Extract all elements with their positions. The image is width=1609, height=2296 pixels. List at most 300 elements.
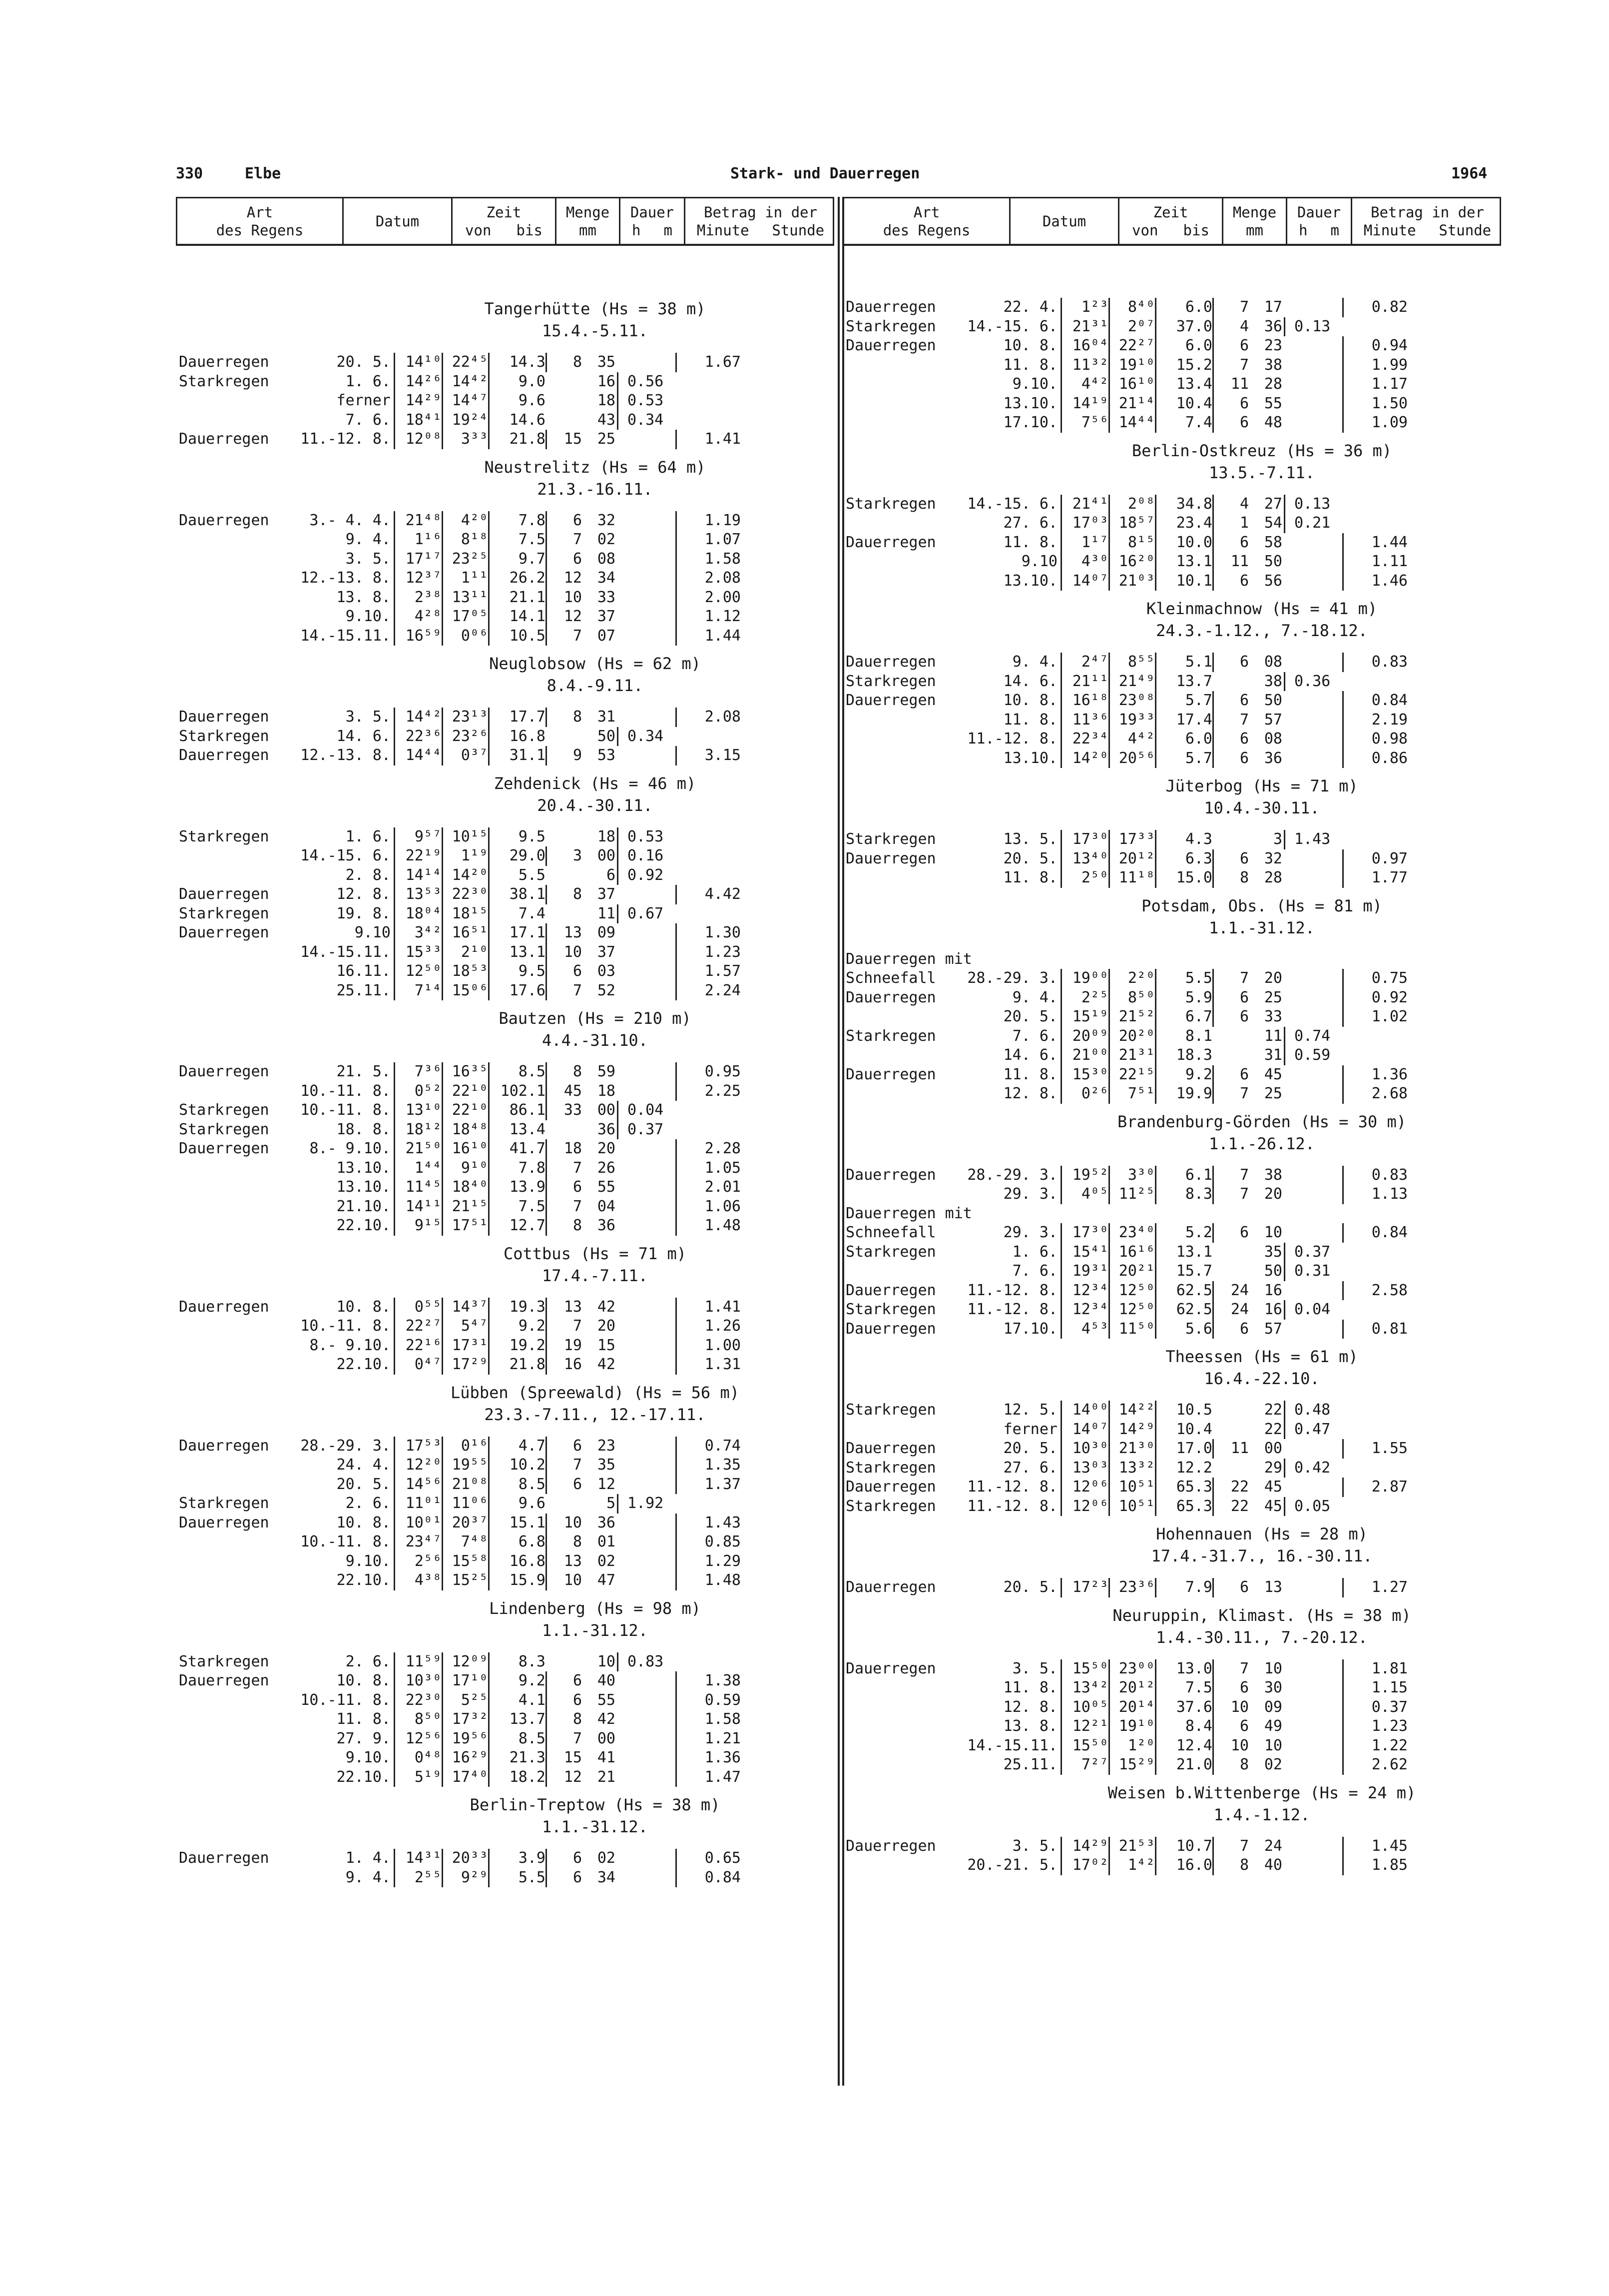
table-row (176, 627, 834, 646)
time-to-cell: 23⁰⁰ (1108, 1659, 1155, 1679)
amount-mm-cell: 31.1 (488, 746, 545, 765)
duration-hours-cell: 15 (545, 430, 582, 449)
rate-per-minute-cell: 0.74 (1284, 1027, 1340, 1046)
duration-hours-cell: 6 (1212, 653, 1249, 672)
duration-hours-cell: 7 (1212, 1084, 1249, 1104)
duration-minutes-cell: 31 (597, 708, 615, 726)
station-section (176, 1243, 834, 1375)
time-from-cell: 2⁵⁵ (394, 1868, 442, 1888)
table-row (176, 981, 834, 1001)
table-row (176, 827, 834, 847)
rain-type-cell: Dauerregen (179, 708, 269, 726)
time-from-cell: 14²⁹ (1061, 1837, 1108, 1856)
date-cell: 9.10 (354, 924, 391, 941)
time-to-cell: 17⁵¹ (442, 1216, 488, 1236)
table-row (843, 514, 1501, 533)
duration-minutes-cell: 26 (597, 1159, 615, 1177)
time-from-cell: 11³² (1061, 356, 1108, 375)
time-to-cell: 10⁵¹ (1108, 1478, 1155, 1497)
time-from-cell: 5¹⁹ (394, 1768, 442, 1787)
time-from-cell: 10³⁰ (1061, 1439, 1108, 1459)
duration-hours-cell: 6 (1212, 1065, 1249, 1085)
date-cell: 11.-12. 8. (967, 1478, 1058, 1496)
duration-hours-cell: 8 (545, 1532, 582, 1552)
table-row (843, 394, 1501, 414)
rate-per-hour-cell: 1.11 (1342, 552, 1408, 572)
date-cell: 28.-29. 3. (967, 1166, 1058, 1184)
date-cell: 13. 8. (336, 588, 391, 606)
rain-type-cell: Dauerregen (846, 653, 936, 671)
duration-hours-cell: 10 (1212, 1698, 1249, 1717)
rain-type-cell: Starkregen (179, 1652, 269, 1670)
duration-minutes-cell: 38 (1264, 672, 1282, 690)
time-to-cell: 19⁵⁶ (442, 1729, 488, 1749)
amount-mm-cell: 6.1 (1155, 1166, 1212, 1185)
table-row (176, 962, 834, 981)
table-row (176, 1336, 834, 1356)
duration-minutes-cell: 25 (1264, 1085, 1282, 1102)
rate-per-minute-cell: 0.13 (1284, 495, 1340, 514)
date-cell: 20. 5. (336, 1475, 391, 1493)
time-from-cell: 10⁰¹ (394, 1514, 442, 1533)
table-row (176, 1571, 834, 1590)
time-from-cell: 16⁰⁴ (1061, 336, 1108, 356)
time-from-cell: 11³⁶ (1061, 711, 1108, 730)
page-year: 1964 (1451, 165, 1488, 182)
time-from-cell: 15⁵⁰ (1061, 1659, 1108, 1679)
rain-type-cell: Schneefall (846, 969, 936, 987)
rate-per-hour-cell: 1.17 (1342, 375, 1408, 394)
rate-per-minute-cell: 0.13 (1284, 317, 1340, 337)
time-from-cell: 15³⁰ (1061, 1065, 1108, 1085)
time-from-cell: 1¹⁷ (1061, 533, 1108, 553)
time-to-cell: 23³⁶ (1108, 1578, 1155, 1597)
observation-period: 17.4.-7.11. (542, 1266, 648, 1285)
time-to-cell: 20⁵⁶ (1108, 749, 1155, 768)
rate-per-hour-cell: 0.83 (1342, 1166, 1408, 1185)
amount-mm-cell: 8.5 (488, 1062, 545, 1082)
duration-minutes-cell: 17 (1264, 298, 1282, 316)
header-zeit: Zeit von bis (1118, 198, 1222, 244)
duration-minutes-cell: 58 (1264, 533, 1282, 551)
duration-hours-cell: 6 (1212, 1007, 1249, 1027)
time-to-cell: 21⁵³ (1108, 1837, 1155, 1856)
date-cell: 3. 5. (345, 708, 391, 726)
rate-per-minute-cell: 0.04 (1284, 1300, 1340, 1320)
table-row (176, 1868, 834, 1888)
duration-minutes-cell: 37 (597, 943, 615, 961)
table-row (176, 411, 834, 430)
rain-type-cell: Dauerregen (846, 1837, 936, 1855)
rain-type-cell: Dauerregen (846, 298, 936, 316)
time-to-cell: 16²⁰ (1108, 552, 1155, 572)
duration-minutes-cell: 02 (597, 1849, 615, 1867)
duration-hours-cell: 6 (1212, 572, 1249, 591)
station-section (843, 598, 1501, 768)
amount-mm-cell: 7.5 (488, 1197, 545, 1217)
time-to-cell: 3³³ (442, 430, 488, 449)
table-row (843, 1084, 1501, 1104)
rate-per-hour-cell: 1.81 (1342, 1659, 1408, 1679)
date-cell: 11.-12. 8. (967, 730, 1058, 748)
rate-per-hour-cell: 1.41 (675, 430, 741, 449)
duration-hours-cell: 12 (545, 1768, 582, 1787)
time-to-cell: 13³² (1108, 1459, 1155, 1478)
duration-hours-cell: 8 (1212, 868, 1249, 888)
observation-period: 1.1.-26.12. (1209, 1134, 1315, 1153)
duration-hours-cell: 9 (545, 746, 582, 765)
table-row (843, 1439, 1501, 1459)
duration-minutes-cell: 52 (597, 981, 615, 999)
rain-type-cell: Starkregen (846, 1027, 936, 1045)
duration-minutes-cell: 57 (1264, 711, 1282, 729)
date-cell: 14. 6. (1003, 1046, 1058, 1064)
duration-hours-cell: 7 (1212, 1837, 1249, 1856)
time-to-cell: 20³³ (442, 1849, 488, 1868)
time-from-cell: 15⁴¹ (1061, 1243, 1108, 1262)
time-from-cell: 4⁴² (1061, 375, 1108, 394)
time-to-cell: 20¹² (1108, 1678, 1155, 1698)
station-section (843, 298, 1501, 433)
date-cell: 22.10. (336, 1571, 391, 1589)
amount-mm-cell: 17.7 (488, 708, 545, 727)
duration-hours-cell: 6 (545, 550, 582, 569)
duration-minutes-cell: 32 (1264, 849, 1282, 867)
duration-minutes-cell: 34 (597, 569, 615, 587)
amount-mm-cell: 15.2 (1155, 356, 1212, 375)
duration-hours-cell: 3 (545, 846, 582, 866)
time-to-cell: 18⁴⁸ (442, 1120, 488, 1140)
date-cell: 14.-15.11. (967, 1736, 1058, 1754)
table-row (176, 904, 834, 924)
duration-minutes-cell: 54 (1264, 514, 1282, 532)
observation-period: 1.4.-1.12. (1213, 1805, 1310, 1824)
time-from-cell: 14¹⁴ (394, 866, 442, 885)
time-from-cell: 14⁵⁶ (394, 1475, 442, 1495)
amount-mm-cell: 21.8 (488, 430, 545, 449)
duration-minutes-cell: 36 (597, 1120, 615, 1138)
date-cell: ferner (1003, 1420, 1058, 1438)
time-to-cell: 15⁵⁸ (442, 1552, 488, 1571)
rain-type-cell: Starkregen (179, 904, 269, 922)
table-row (843, 672, 1501, 692)
date-cell: ferner (336, 392, 391, 409)
station-section (843, 1523, 1501, 1597)
table-row (843, 1166, 1501, 1185)
time-from-cell: 0⁴⁸ (394, 1748, 442, 1768)
table-row (843, 356, 1501, 375)
duration-hours-cell: 11 (1212, 375, 1249, 394)
duration-minutes-cell: 22 (1264, 1420, 1282, 1438)
duration-minutes-cell: 47 (597, 1571, 615, 1589)
time-from-cell: 13⁴⁰ (1061, 849, 1108, 869)
table-row (843, 1698, 1501, 1717)
time-to-cell: 11¹⁸ (1108, 868, 1155, 888)
time-to-cell: 11²⁵ (1108, 1185, 1155, 1204)
time-to-cell: 3³⁰ (1108, 1166, 1155, 1185)
rate-per-hour-cell: 1.07 (675, 530, 741, 550)
rate-per-hour-cell: 2.01 (675, 1178, 741, 1197)
date-cell: 28.-29. 3. (300, 1437, 391, 1455)
amount-mm-cell: 10.1 (1155, 572, 1212, 591)
duration-hours-cell: 7 (545, 627, 582, 646)
time-to-cell: 16¹⁶ (1108, 1243, 1155, 1262)
table-row (176, 1532, 834, 1552)
rate-per-hour-cell: 2.58 (1342, 1281, 1408, 1301)
station-name: Berlin-Ostkreuz (Hs = 36 m) (1131, 441, 1392, 460)
time-to-cell: 21⁰⁸ (442, 1475, 488, 1495)
duration-minutes-cell: 29 (1264, 1459, 1282, 1477)
rate-per-hour-cell: 1.27 (1342, 1578, 1408, 1597)
amount-mm-cell: 17.4 (1155, 711, 1212, 730)
duration-minutes-cell: 30 (1264, 1679, 1282, 1696)
rate-per-hour-cell: 1.36 (1342, 1065, 1408, 1085)
table-row (176, 1710, 834, 1729)
duration-minutes-cell: 23 (597, 1437, 615, 1455)
amount-mm-cell: 6.8 (488, 1532, 545, 1552)
time-to-cell: 20²¹ (1108, 1262, 1155, 1281)
duration-minutes-cell: 18 (597, 392, 615, 409)
duration-minutes-cell: 16 (597, 372, 615, 390)
duration-minutes-cell: 02 (1264, 1756, 1282, 1773)
rate-per-hour-cell: 1.45 (1342, 1837, 1408, 1856)
date-cell: 10.-11. 8. (300, 1082, 391, 1100)
table-row (843, 1401, 1501, 1420)
amount-mm-cell: 34.8 (1155, 495, 1212, 514)
time-from-cell: 17³⁰ (1061, 830, 1108, 849)
amount-mm-cell: 10.5 (1155, 1401, 1212, 1420)
duration-hours-cell: 13 (545, 923, 582, 943)
duration-hours-cell: 6 (1212, 730, 1249, 749)
duration-minutes-cell: 18 (597, 1082, 615, 1100)
time-to-cell: 23²⁶ (442, 727, 488, 747)
amount-mm-cell: 16.8 (488, 727, 545, 747)
time-to-cell: 18⁵³ (442, 962, 488, 981)
duration-hours-cell: 7 (545, 1729, 582, 1749)
time-to-cell: 9¹⁰ (442, 1159, 488, 1178)
duration-minutes-cell: 20 (597, 1317, 615, 1335)
table-row (176, 550, 834, 569)
table-row (176, 1437, 834, 1456)
duration-hours-cell: 7 (1212, 1659, 1249, 1679)
date-cell: 16.11. (336, 962, 391, 980)
duration-minutes-cell: 27 (1264, 495, 1282, 513)
rate-per-hour-cell: 1.43 (675, 1514, 741, 1533)
rate-per-hour-cell: 2.62 (1342, 1755, 1408, 1775)
duration-hours-cell: 8 (1212, 1856, 1249, 1875)
rate-per-hour-cell: 1.22 (1342, 1736, 1408, 1756)
rate-per-hour-cell: 1.48 (675, 1216, 741, 1236)
table-row (843, 1320, 1501, 1339)
date-cell: 11. 8. (1003, 1679, 1058, 1696)
date-cell: 1. 4. (345, 1849, 391, 1867)
rate-per-hour-cell: 1.12 (675, 607, 741, 627)
table-row (843, 1300, 1501, 1320)
duration-minutes-cell: 04 (597, 1197, 615, 1215)
rate-per-minute-cell: 0.59 (1284, 1046, 1340, 1065)
time-to-cell: 22⁴⁵ (442, 353, 488, 372)
rain-type-cell: Starkregen (846, 1243, 936, 1261)
time-to-cell: 23⁴⁰ (1108, 1223, 1155, 1243)
time-to-cell: 16²⁹ (442, 1748, 488, 1768)
table-row (843, 1497, 1501, 1517)
duration-hours-cell: 6 (545, 1671, 582, 1691)
amount-mm-cell: 6.0 (1155, 298, 1212, 317)
amount-mm-cell: 7.4 (488, 904, 545, 924)
rate-per-hour-cell: 1.09 (1342, 413, 1408, 433)
table-row (176, 846, 834, 866)
rate-per-hour-cell: 0.83 (1342, 653, 1408, 672)
table-row (176, 569, 834, 588)
duration-minutes-cell: 38 (1264, 356, 1282, 374)
rate-per-hour-cell: 1.15 (1342, 1678, 1408, 1698)
time-to-cell: 12⁵⁰ (1108, 1281, 1155, 1301)
time-from-cell: 7¹⁴ (394, 981, 442, 1001)
duration-hours-cell: 18 (545, 1139, 582, 1159)
time-from-cell: 4³⁰ (1061, 552, 1108, 572)
rain-type-cell: Dauerregen (179, 511, 269, 529)
time-from-cell: 19³¹ (1061, 1262, 1108, 1281)
date-cell: 7. 6. (1012, 1262, 1058, 1280)
time-to-cell: 21¹⁵ (442, 1197, 488, 1217)
duration-minutes-cell: 45 (1264, 1478, 1282, 1496)
rate-per-hour-cell: 2.68 (1342, 1084, 1408, 1104)
duration-minutes-cell: 18 (597, 827, 615, 845)
station-name: Brandenburg-Görden (Hs = 30 m) (1117, 1112, 1406, 1131)
rate-per-hour-cell: 1.00 (675, 1336, 741, 1356)
time-from-cell: 12⁰⁶ (1061, 1478, 1108, 1497)
rate-per-hour-cell: 0.94 (1342, 336, 1408, 356)
duration-minutes-cell: 32 (597, 511, 615, 529)
table-row (176, 1671, 834, 1691)
table-row (843, 691, 1501, 711)
time-to-cell: 12⁰⁹ (442, 1652, 488, 1672)
rate-per-hour-cell: 0.92 (1342, 988, 1408, 1008)
duration-minutes-cell: 12 (597, 1475, 615, 1493)
time-to-cell: 20²⁰ (1108, 1027, 1155, 1046)
time-to-cell: 2⁰⁸ (1108, 495, 1155, 514)
amount-mm-cell: 65.3 (1155, 1478, 1212, 1497)
time-to-cell: 4²⁰ (442, 511, 488, 531)
table-row (176, 1652, 834, 1672)
date-cell: 12.-13. 8. (300, 747, 391, 764)
observation-period: 23.3.-7.11., 12.-17.11. (484, 1405, 706, 1424)
rain-type-cell: Dauerregen (179, 1063, 269, 1080)
amount-mm-cell: 102.1 (488, 1082, 545, 1101)
amount-mm-cell: 13.7 (488, 1710, 545, 1729)
rate-per-minute-cell: 1.92 (617, 1494, 673, 1514)
rate-per-minute-cell: 0.83 (617, 1652, 673, 1672)
station-name: Neuglobsow (Hs = 62 m) (489, 654, 701, 673)
time-from-cell: 14⁴⁴ (394, 746, 442, 765)
table-row (843, 1007, 1501, 1027)
duration-minutes-cell: 00 (597, 1729, 615, 1747)
date-cell: 25.11. (1003, 1756, 1058, 1773)
header-art: Art des Regens (883, 203, 971, 239)
duration-hours-cell: 8 (545, 353, 582, 372)
table-row (843, 533, 1501, 553)
amount-mm-cell: 9.7 (488, 550, 545, 569)
table-row (843, 1223, 1501, 1243)
date-cell: 9. 4. (345, 1868, 391, 1886)
amount-mm-cell: 21.1 (488, 588, 545, 608)
time-to-cell: 1¹⁹ (442, 846, 488, 866)
rate-per-hour-cell: 1.30 (675, 923, 741, 943)
amount-mm-cell: 8.5 (488, 1729, 545, 1749)
time-to-cell: 14²² (1108, 1401, 1155, 1420)
time-to-cell: 16¹⁰ (1108, 375, 1155, 394)
observation-period: 21.3.-16.11. (537, 479, 653, 499)
time-to-cell: 19³³ (1108, 711, 1155, 730)
rate-per-minute-cell: 0.47 (1284, 1420, 1340, 1440)
duration-hours-cell: 10 (545, 588, 582, 608)
rain-type-cell: Starkregen (846, 1459, 936, 1477)
table-row (843, 969, 1501, 988)
date-cell: 29. 3. (1003, 1224, 1058, 1241)
station-section (176, 1007, 834, 1236)
amount-mm-cell: 13.1 (1155, 1243, 1212, 1262)
amount-mm-cell: 9.2 (488, 1317, 545, 1336)
time-to-cell: 17³² (442, 1710, 488, 1729)
table-row (176, 530, 834, 550)
rate-per-hour-cell: 1.41 (675, 1298, 741, 1317)
amount-mm-cell: 6.0 (1155, 336, 1212, 356)
time-from-cell: 13⁰³ (1061, 1459, 1108, 1478)
duration-minutes-cell: 25 (1264, 988, 1282, 1006)
amount-mm-cell: 65.3 (1155, 1497, 1212, 1517)
duration-minutes-cell: 42 (597, 1298, 615, 1316)
left-table (176, 197, 834, 2096)
amount-mm-cell: 14.6 (488, 411, 545, 430)
table-row (176, 1514, 834, 1533)
rate-per-hour-cell: 2.08 (675, 708, 741, 727)
time-to-cell: 14²⁹ (1108, 1420, 1155, 1440)
observation-period: 17.4.-31.7., 16.-30.11. (1151, 1546, 1373, 1565)
header-zeit: Zeit von bis (451, 198, 555, 244)
table-row (176, 607, 834, 627)
date-cell: 14. 6. (1003, 672, 1058, 690)
amount-mm-cell: 13.1 (488, 943, 545, 962)
duration-minutes-cell: 10 (1264, 1224, 1282, 1241)
time-from-cell: 19⁰⁰ (1061, 969, 1108, 988)
time-to-cell: 22³⁰ (442, 885, 488, 904)
date-cell: 11. 8. (1003, 356, 1058, 374)
duration-minutes-cell: 25 (597, 430, 615, 448)
rain-type-cell: Dauerregen (846, 337, 936, 354)
rate-per-hour-cell: 1.67 (675, 353, 741, 372)
time-from-cell: 2³⁸ (394, 588, 442, 608)
rate-per-hour-cell: 1.02 (1342, 1007, 1408, 1027)
rain-type-cell: Dauerregen (179, 1298, 269, 1316)
rate-per-hour-cell: 1.58 (675, 550, 741, 569)
rate-per-hour-cell: 1.38 (675, 1671, 741, 1691)
amount-mm-cell: 4.3 (1155, 830, 1212, 849)
amount-mm-cell: 8.1 (1155, 1027, 1212, 1046)
table-row (843, 1717, 1501, 1736)
rain-type-cell: Starkregen (179, 727, 269, 745)
rain-type-cell: Starkregen (846, 672, 936, 690)
date-cell: 17.10. (1003, 414, 1058, 431)
duration-hours-cell: 6 (1212, 1320, 1249, 1339)
time-from-cell: 14³¹ (394, 1849, 442, 1868)
amount-mm-cell: 16.0 (1155, 1856, 1212, 1875)
table-row (843, 830, 1501, 849)
duration-hours-cell: 24 (1212, 1300, 1249, 1320)
date-cell: 27. 6. (1003, 514, 1058, 532)
amount-mm-cell: 9.2 (1155, 1065, 1212, 1085)
amount-mm-cell: 10.4 (1155, 394, 1212, 414)
header-datum: Datum (1009, 198, 1118, 244)
